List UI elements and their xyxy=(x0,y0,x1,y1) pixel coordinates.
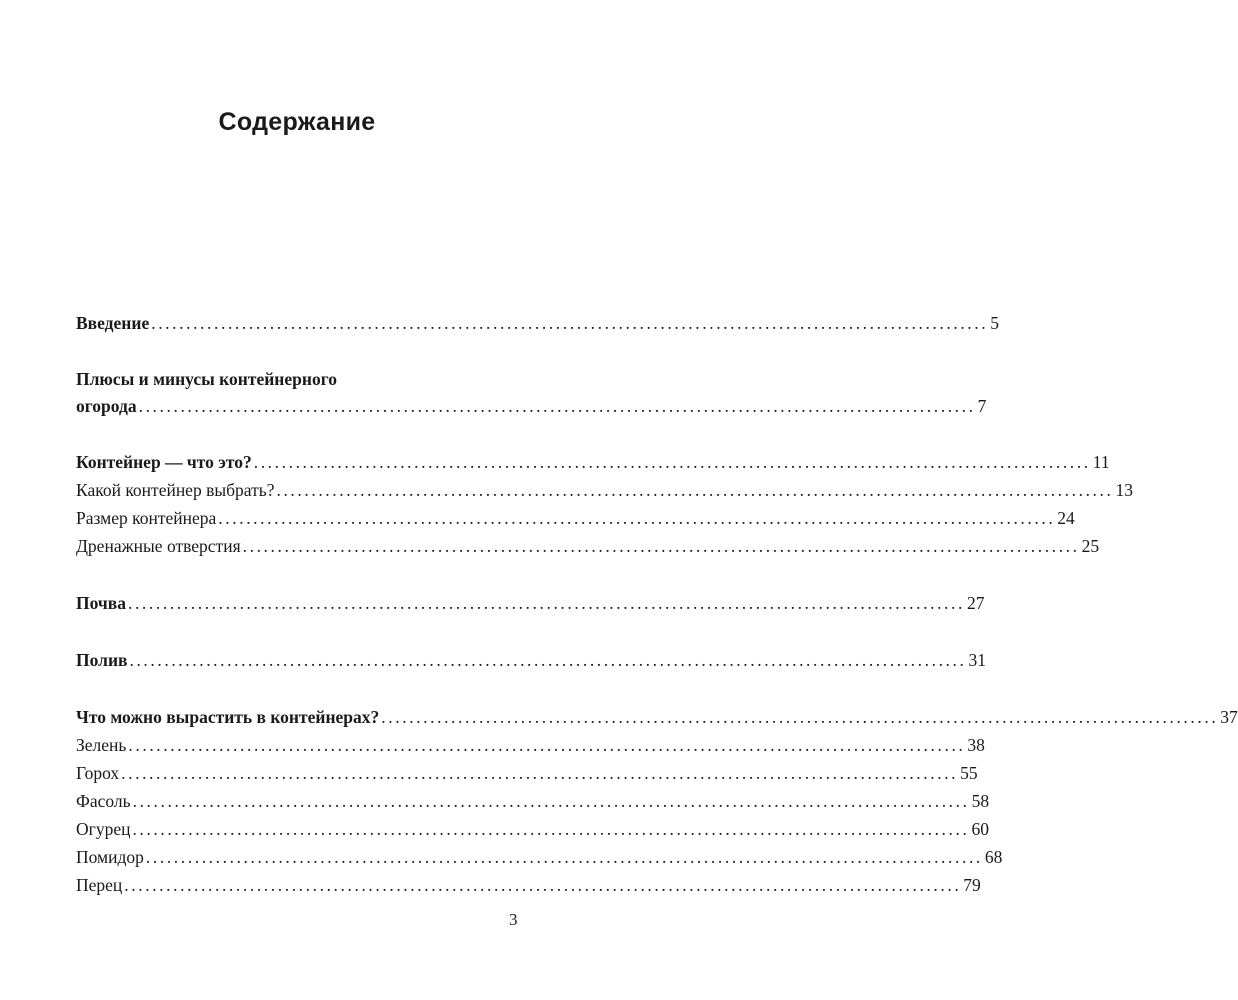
dot-leader: ........................................................................................................................ xyxy=(242,536,1080,556)
dot-leader: ........................................................................................................................ xyxy=(128,735,966,755)
toc-entry-cucumber[interactable] xyxy=(76,817,989,841)
toc-entry-pros-cons[interactable] xyxy=(76,394,987,418)
dot-leader: ........................................................................................................................ xyxy=(151,313,989,333)
toc-entry-page: 11 xyxy=(1092,452,1110,472)
toc-entry-page: 27 xyxy=(966,593,985,613)
toc-entry-label: Помидор xyxy=(76,847,144,867)
toc-entry-page: 68 xyxy=(984,847,1003,867)
dot-leader: ........................................................................................................................ xyxy=(253,452,1091,472)
toc-entry-label-line1: Плюсы и минусы контейнерного xyxy=(76,369,337,389)
toc-entry-what-to-grow[interactable] xyxy=(76,705,1238,729)
dot-leader: ........................................................................................................................ xyxy=(127,593,965,613)
toc-entry-page: 24 xyxy=(1057,508,1075,528)
toc-entry-page: 38 xyxy=(967,735,985,755)
toc-entry-container[interactable] xyxy=(76,450,1110,474)
toc-entry-page: 5 xyxy=(990,313,999,333)
toc-entry-label: Горох xyxy=(76,763,120,783)
toc-entry-pepper[interactable] xyxy=(76,873,981,897)
page-number: 3 xyxy=(509,910,518,929)
dot-leader: ........................................................................................................................ xyxy=(218,508,1056,528)
toc-entry-drainage[interactable] xyxy=(76,534,1100,558)
toc-entry-beans[interactable] xyxy=(76,789,990,813)
toc-entry-tomato[interactable] xyxy=(76,845,1003,869)
dot-leader: ........................................................................................................................ xyxy=(138,396,976,416)
toc-entry-intro[interactable] xyxy=(76,311,999,335)
toc-entry-page: 7 xyxy=(977,396,987,416)
dot-leader: ........................................................................................................................ xyxy=(129,650,967,670)
toc-entry-container-size[interactable] xyxy=(76,506,1075,530)
toc-entry-peas[interactable] xyxy=(76,761,978,785)
toc-entry-label: Фасоль xyxy=(76,791,131,811)
toc-entry-label: Почва xyxy=(76,593,126,613)
toc-entry-label: Какой контейнер выбрать? xyxy=(76,480,275,500)
toc-entry-label: Перец xyxy=(76,875,123,895)
toc-entry-page: 55 xyxy=(960,763,978,783)
toc-entry-page: 13 xyxy=(1115,480,1133,500)
toc-entry-watering[interactable] xyxy=(76,648,986,672)
toc-entry-label: Что можно вырастить в контейнерах? xyxy=(76,707,380,727)
toc-entry-label: Зелень xyxy=(76,735,127,755)
toc-entry-page: 25 xyxy=(1081,536,1100,556)
toc-entry-page: 37 xyxy=(1220,707,1238,727)
toc-entry-label: огорода xyxy=(76,396,137,416)
dot-leader: ........................................................................................................................ xyxy=(132,791,970,811)
page-title: Содержание xyxy=(218,108,376,136)
dot-leader: ........................................................................................................................ xyxy=(381,707,1219,727)
toc-entry-label: Огурец xyxy=(76,819,131,839)
toc-entry-label: Полив xyxy=(76,650,128,670)
dot-leader: ........................................................................................................................ xyxy=(145,847,983,867)
toc-entry-soil[interactable] xyxy=(76,591,985,615)
toc-entry-page: 31 xyxy=(968,650,986,670)
toc-entry-page: 79 xyxy=(963,875,981,895)
toc-entry-label: Введение xyxy=(76,313,150,333)
dot-leader: ........................................................................................................................ xyxy=(276,480,1114,500)
toc-entry-label: Дренажные отверстия xyxy=(76,536,241,556)
toc-entry-label: Размер контейнера xyxy=(76,508,217,528)
toc-entry-page: 60 xyxy=(971,819,989,839)
toc-entry-label: Контейнер — что это? xyxy=(76,452,252,472)
dot-leader: ........................................................................................................................ xyxy=(124,875,962,895)
toc-entry-choose-container[interactable] xyxy=(76,478,1133,502)
dot-leader: ........................................................................................................................ xyxy=(121,763,959,783)
toc-entry-page: 58 xyxy=(971,791,990,811)
toc-entry-greens[interactable] xyxy=(76,733,985,757)
dot-leader: ........................................................................................................................ xyxy=(132,819,970,839)
